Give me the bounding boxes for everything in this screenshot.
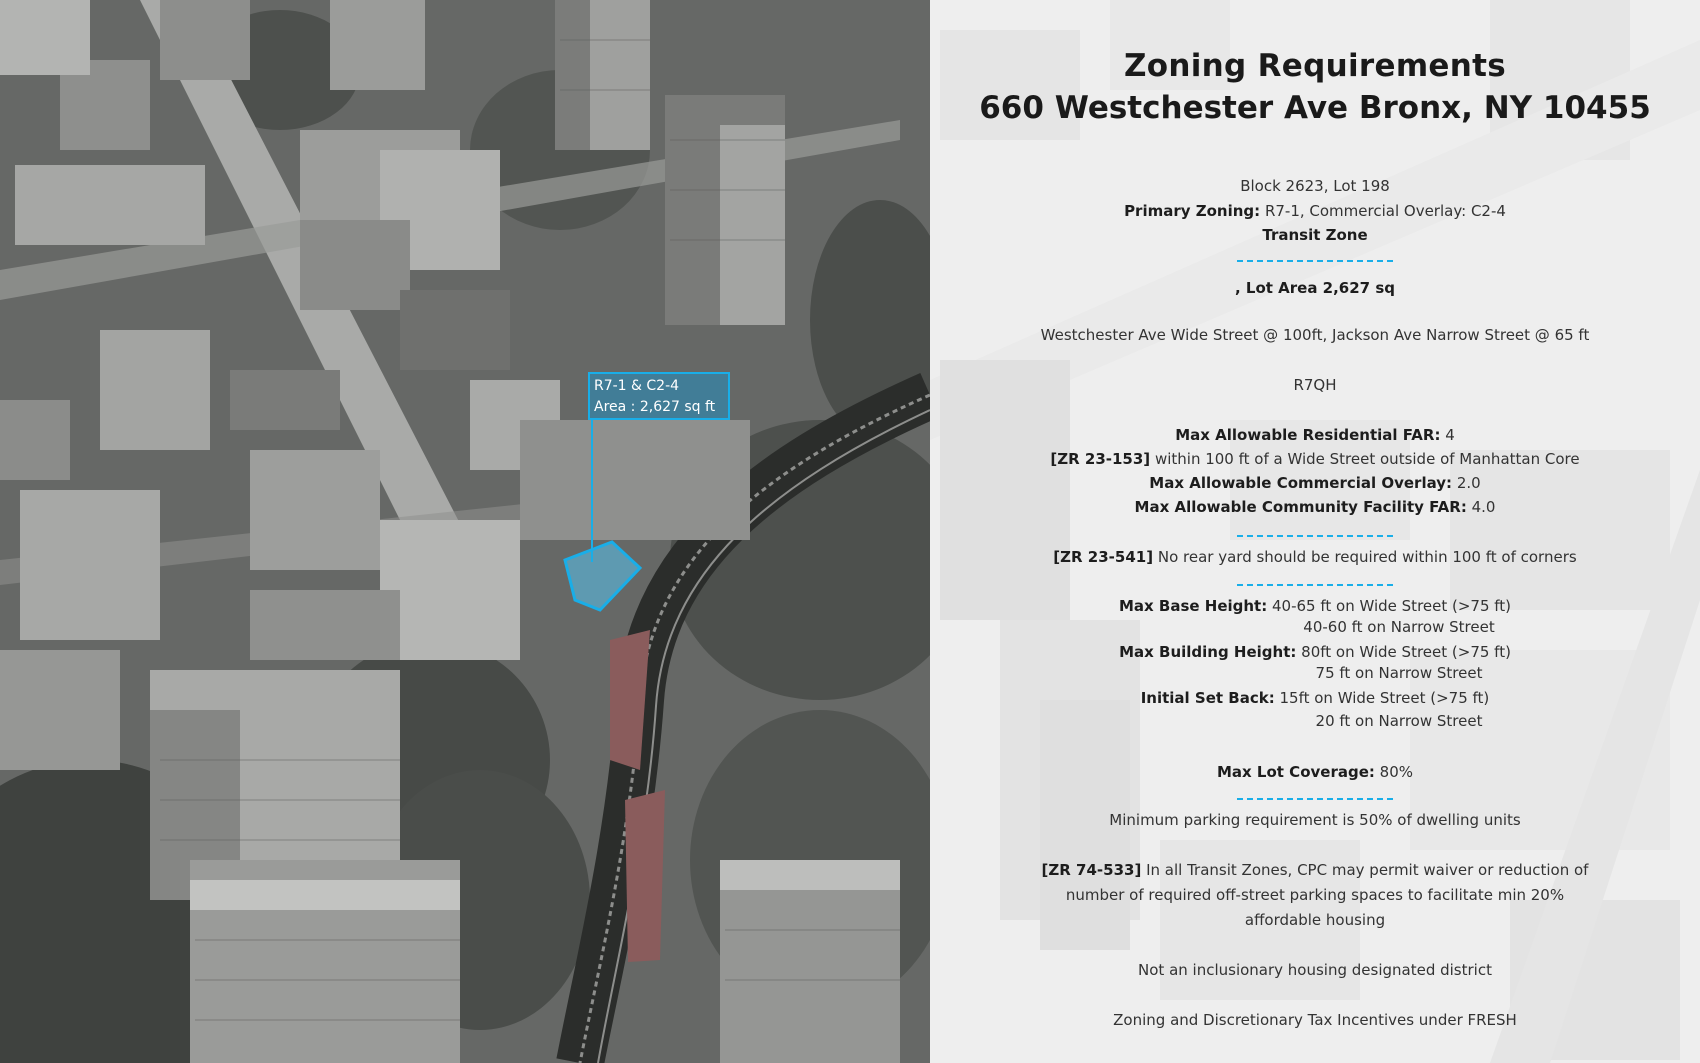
zr-74-533-line3: affordable housing [1244,911,1386,929]
lot-coverage [930,762,1700,782]
base-height-narrow: 40-60 ft on Narrow Street [1303,618,1495,636]
site-area-label: Area : 2,627 sq ft [594,399,716,415]
community-far [930,497,1700,517]
lot-coverage-value: 80% [1379,763,1414,781]
block-lot: Block 2623, Lot 198 [1240,177,1390,195]
transit-zone-text: Transit Zone [1262,226,1368,244]
zoning-info-panel [930,0,1700,1063]
comm-overlay-label: Max Allowable Commercial Overlay: [1149,474,1453,492]
base-height [930,596,1700,616]
base-height-wide: 40-65 ft on Wide Street (>75 ft) [1272,597,1512,615]
community-far-label: Max Allowable Community Facility FAR: [1134,498,1467,516]
comm-overlay [930,473,1700,493]
zr-74-533-ref: [ZR 74-533] [1041,861,1142,879]
res-far-label: Max Allowable Residential FAR: [1175,426,1441,444]
community-far-value: 4.0 [1471,498,1496,516]
bldg-height-narrow: 75 ft on Narrow Street [1315,664,1483,682]
zr-23-541-text: No rear yard should be required within 100 ft of corners [1157,548,1577,566]
site-callout-label [588,372,730,420]
divider [1237,535,1393,537]
zr-74-533 [930,860,1700,880]
bldg-height-label: Max Building Height: [1119,643,1297,661]
divider [1237,260,1393,262]
transit-zone [930,225,1700,245]
res-far-value: 4 [1445,426,1455,444]
setback-wide: 15ft on Wide Street (>75 ft) [1279,689,1490,707]
site-zoning-label: R7-1 & C2-4 [594,378,680,394]
zr-74-533-line2: number of required off-street parking spaces to facilitate min 20% [1065,886,1565,904]
res-far [930,425,1700,445]
panel-address: 660 Westchester Ave Bronx, NY 10455 [979,90,1651,126]
zr-23-153 [930,449,1700,469]
street-widths: Westchester Ave Wide Street @ 100ft, Jackson Ave Narrow Street @ 65 ft [1040,326,1590,344]
lot-area [930,278,1700,298]
fresh-incentives: Zoning and Discretionary Tax Incentives under FRESH [1113,1011,1517,1029]
zoning-text-block [930,0,1700,1063]
zr-23-153-ref: [ZR 23-153] [1050,450,1151,468]
zr-23-153-text: within 100 ft of a Wide Street outside of Manhattan Core [1154,450,1580,468]
parking-requirement: Minimum parking requirement is 50% of dwelling units [1109,811,1521,829]
base-height-label: Max Base Height: [1118,597,1268,615]
primary-zoning [930,201,1700,221]
divider [1237,584,1393,586]
bldg-height-wide: 80ft on Wide Street (>75 ft) [1301,643,1511,661]
divider [1237,798,1393,800]
zr-23-541-ref: [ZR 23-541] [1053,548,1154,566]
setback-narrow: 20 ft on Narrow Street [1315,712,1483,730]
setback-label: Initial Set Back: [1140,689,1275,707]
zr-74-533-line1: In all Transit Zones, CPC may permit waiver or reduction of [1146,861,1589,879]
comm-overlay-value: 2.0 [1456,474,1481,492]
primary-zoning-value: R7-1, Commercial Overlay: C2-4 [1264,202,1506,220]
primary-zoning-label: Primary Zoning: [1124,202,1261,220]
panel-title: Zoning Requirements [1124,48,1506,84]
zr-23-541 [930,547,1700,567]
lot-area-text: , Lot Area 2,627 sq [1234,279,1396,297]
bldg-height [930,642,1700,662]
lot-coverage-label: Max Lot Coverage: [1216,763,1375,781]
setback [930,688,1700,708]
site-callout-stem [591,420,593,562]
r7qh-label: R7QH [1293,376,1337,394]
inclusionary-note: Not an inclusionary housing designated district [1138,961,1492,979]
